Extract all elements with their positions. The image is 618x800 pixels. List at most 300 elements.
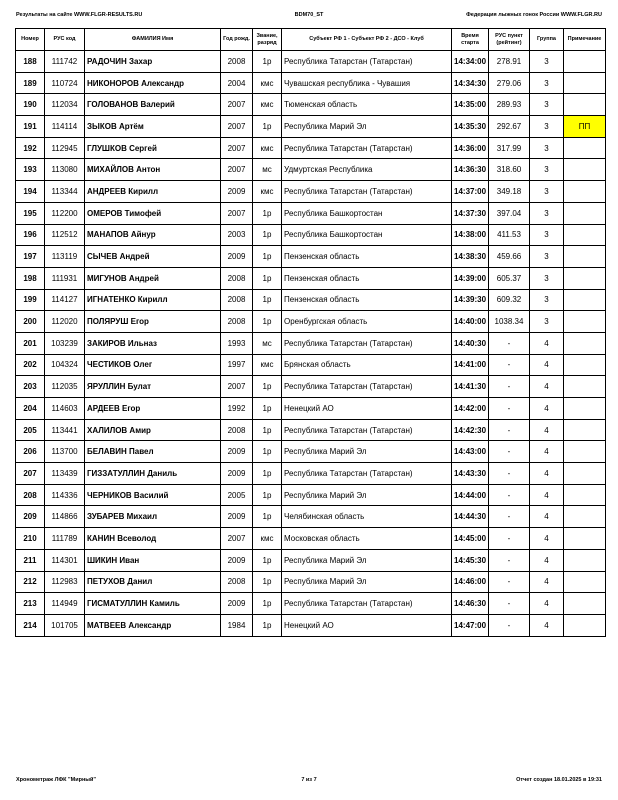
cell-name: ЗУБАРЕВ Михаил [85,506,221,528]
cell-number: 195 [16,202,45,224]
cell-number: 193 [16,159,45,181]
cell-start-time: 14:34:00 [452,51,489,73]
cell-start-time: 14:36:30 [452,159,489,181]
cell-number: 201 [16,332,45,354]
cell-note [564,614,606,636]
cell-birth-year: 1993 [221,332,253,354]
cell-rank: кмс [253,72,282,94]
cell-number: 208 [16,484,45,506]
col-header-start-time: Время старта [452,29,489,51]
cell-birth-year: 2007 [221,137,253,159]
cell-birth-year: 2008 [221,571,253,593]
cell-number: 202 [16,354,45,376]
cell-group: 4 [530,398,564,420]
table-row [16,51,606,73]
header-left-text: Результаты на сайте WWW.FLGR-RESULTS.RU [16,12,143,18]
cell-note [564,289,606,311]
cell-start-time: 14:37:30 [452,202,489,224]
cell-rus-code: 114114 [45,116,85,138]
cell-birth-year: 2007 [221,202,253,224]
cell-note [564,354,606,376]
cell-rank: 1р [253,289,282,311]
cell-number: 200 [16,311,45,333]
cell-rus-code: 111742 [45,51,85,73]
cell-rank: мс [253,332,282,354]
cell-birth-year: 2009 [221,549,253,571]
cell-name: СЫЧЕВ Андрей [85,246,221,268]
cell-rus-points: - [489,484,530,506]
cell-rus-code: 103239 [45,332,85,354]
cell-group: 3 [530,137,564,159]
cell-rus-code: 114603 [45,398,85,420]
cell-start-time: 14:43:00 [452,441,489,463]
cell-name: БЕЛАВИН Павел [85,441,221,463]
table-row [16,246,606,268]
cell-start-time: 14:45:30 [452,549,489,571]
cell-group: 3 [530,51,564,73]
table-row [16,419,606,441]
table-row [16,137,606,159]
cell-note [564,311,606,333]
cell-note [564,528,606,550]
cell-start-time: 14:39:30 [452,289,489,311]
cell-name: ШИКИН Иван [85,549,221,571]
cell-name: КАНИН Всеволод [85,528,221,550]
cell-rus-points: 279.06 [489,72,530,94]
cell-name: ЧЕСТИКОВ Олег [85,354,221,376]
footer-right-text: Отчет создан 18.01.2025 в 19:31 [516,777,602,783]
cell-group: 4 [530,332,564,354]
cell-name: ПОЛЯРУШ Егор [85,311,221,333]
cell-group: 4 [530,441,564,463]
table-row [16,506,606,528]
cell-number: 191 [16,116,45,138]
cell-rus-points: 292.67 [489,116,530,138]
cell-name: РАДОЧИН Захар [85,51,221,73]
cell-region: Республика Татарстан (Татарстан) [282,51,452,73]
cell-name: ЗЫКОВ Артём [85,116,221,138]
cell-rus-points: - [489,528,530,550]
cell-region: Республика Марий Эл [282,571,452,593]
cell-birth-year: 2009 [221,181,253,203]
table-row [16,332,606,354]
cell-rank: кмс [253,181,282,203]
footer-left-text: Хронометраж ЛФК "Мирный" [16,777,96,783]
cell-rank: кмс [253,94,282,116]
cell-birth-year: 2007 [221,159,253,181]
cell-rus-code: 111789 [45,528,85,550]
cell-note: ПП [564,116,606,138]
table-row [16,484,606,506]
cell-rank: 1р [253,224,282,246]
table-row [16,181,606,203]
cell-note [564,376,606,398]
table-row [16,593,606,615]
cell-number: 214 [16,614,45,636]
cell-number: 210 [16,528,45,550]
cell-group: 3 [530,72,564,94]
cell-rus-code: 112034 [45,94,85,116]
start-list-table [15,28,606,637]
cell-rus-points: 349.18 [489,181,530,203]
cell-birth-year: 2004 [221,72,253,94]
cell-group: 3 [530,202,564,224]
cell-group: 3 [530,289,564,311]
cell-rus-points: - [489,593,530,615]
cell-region: Ненецкий АО [282,614,452,636]
cell-rank: 1р [253,267,282,289]
cell-note [564,506,606,528]
cell-birth-year: 1992 [221,398,253,420]
table-row [16,94,606,116]
col-header-rank: Звание, разряд [253,29,282,51]
cell-birth-year: 2008 [221,419,253,441]
cell-rank: 1р [253,398,282,420]
cell-rus-code: 112945 [45,137,85,159]
cell-rank: 1р [253,484,282,506]
cell-birth-year: 2007 [221,376,253,398]
cell-note [564,224,606,246]
cell-note [564,332,606,354]
cell-note [564,593,606,615]
cell-rus-points: 278.91 [489,51,530,73]
cell-number: 204 [16,398,45,420]
table-row [16,224,606,246]
table-row [16,159,606,181]
col-header-rus-code: РУС код [45,29,85,51]
cell-number: 190 [16,94,45,116]
cell-start-time: 14:39:00 [452,267,489,289]
cell-rus-points: 397.04 [489,202,530,224]
table-row [16,311,606,333]
cell-rus-points: 1038.34 [489,311,530,333]
cell-region: Ненецкий АО [282,398,452,420]
cell-region: Республика Марий Эл [282,549,452,571]
cell-start-time: 14:35:00 [452,94,489,116]
cell-number: 199 [16,289,45,311]
cell-number: 203 [16,376,45,398]
col-header-number: Номер [16,29,45,51]
table-row [16,267,606,289]
cell-rank: 1р [253,614,282,636]
cell-start-time: 14:36:00 [452,137,489,159]
cell-start-time: 14:46:30 [452,593,489,615]
cell-rus-code: 113119 [45,246,85,268]
cell-note [564,484,606,506]
cell-number: 209 [16,506,45,528]
cell-rus-code: 114301 [45,549,85,571]
cell-rus-points: 609.32 [489,289,530,311]
cell-rus-points: - [489,571,530,593]
cell-rus-code: 110724 [45,72,85,94]
cell-group: 4 [530,376,564,398]
cell-number: 198 [16,267,45,289]
cell-name: ИГНАТЕНКО Кирилл [85,289,221,311]
cell-number: 207 [16,463,45,485]
cell-region: Республика Татарстан (Татарстан) [282,376,452,398]
cell-rank: кмс [253,354,282,376]
cell-region: Удмуртская Республика [282,159,452,181]
cell-rus-code: 114336 [45,484,85,506]
cell-group: 3 [530,181,564,203]
cell-birth-year: 2008 [221,289,253,311]
cell-start-time: 14:42:00 [452,398,489,420]
cell-name: АНДРЕЕВ Кирилл [85,181,221,203]
cell-start-time: 14:42:30 [452,419,489,441]
cell-birth-year: 2009 [221,246,253,268]
footer-page-number: 7 из 7 [301,777,317,783]
cell-name: АРДЕЕВ Егор [85,398,221,420]
cell-start-time: 14:41:00 [452,354,489,376]
cell-name: ГОЛОВАНОВ Валерий [85,94,221,116]
cell-name: ГИЗЗАТУЛЛИН Даниль [85,463,221,485]
cell-note [564,137,606,159]
cell-note [564,549,606,571]
cell-note [564,571,606,593]
cell-note [564,419,606,441]
cell-group: 4 [530,614,564,636]
cell-rank: 1р [253,571,282,593]
cell-birth-year: 2008 [221,51,253,73]
cell-start-time: 14:37:00 [452,181,489,203]
cell-rus-code: 112983 [45,571,85,593]
cell-rus-points: - [489,398,530,420]
cell-rank: 1р [253,51,282,73]
cell-rank: кмс [253,528,282,550]
cell-note [564,72,606,94]
cell-birth-year: 2009 [221,441,253,463]
cell-rus-code: 113344 [45,181,85,203]
cell-number: 205 [16,419,45,441]
cell-start-time: 14:44:00 [452,484,489,506]
cell-birth-year: 1984 [221,614,253,636]
cell-region: Республика Башкортостан [282,202,452,224]
cell-group: 3 [530,246,564,268]
cell-note [564,181,606,203]
cell-group: 4 [530,354,564,376]
cell-rus-code: 101705 [45,614,85,636]
cell-region: Республика Татарстан (Татарстан) [282,593,452,615]
cell-rank: 1р [253,549,282,571]
cell-start-time: 14:38:00 [452,224,489,246]
cell-number: 206 [16,441,45,463]
cell-rus-code: 112200 [45,202,85,224]
cell-start-time: 14:43:30 [452,463,489,485]
table-body [16,51,606,637]
cell-region: Чувашская республика - Чувашия [282,72,452,94]
cell-note [564,246,606,268]
cell-rus-code: 113700 [45,441,85,463]
cell-number: 192 [16,137,45,159]
cell-name: ЧЕРНИКОВ Василий [85,484,221,506]
cell-name: ГЛУШКОВ Сергей [85,137,221,159]
col-header-region: Субъект РФ 1 - Субъект РФ 2 - ДСО - Клуб [282,29,452,51]
cell-rank: 1р [253,246,282,268]
cell-rank: 1р [253,376,282,398]
cell-rank: кмс [253,137,282,159]
cell-region: Республика Татарстан (Татарстан) [282,181,452,203]
table-row [16,202,606,224]
cell-region: Республика Марий Эл [282,441,452,463]
table-row [16,72,606,94]
cell-birth-year: 2007 [221,94,253,116]
cell-birth-year: 2003 [221,224,253,246]
cell-rank: 1р [253,593,282,615]
cell-group: 4 [530,463,564,485]
cell-rus-points: - [489,614,530,636]
table-row [16,354,606,376]
cell-region: Пензенская область [282,289,452,311]
table-row [16,116,606,138]
cell-start-time: 14:40:00 [452,311,489,333]
cell-name: ЯРУЛЛИН Булат [85,376,221,398]
cell-start-time: 14:35:30 [452,116,489,138]
cell-note [564,398,606,420]
table-row [16,528,606,550]
cell-rank: 1р [253,419,282,441]
cell-number: 196 [16,224,45,246]
cell-region: Республика Марий Эл [282,484,452,506]
cell-rank: 1р [253,506,282,528]
cell-note [564,463,606,485]
cell-region: Оренбургская область [282,311,452,333]
table-row [16,398,606,420]
table-header-row [16,29,606,51]
cell-rus-points: 605.37 [489,267,530,289]
cell-region: Республика Татарстан (Татарстан) [282,463,452,485]
cell-name: МИГУНОВ Андрей [85,267,221,289]
cell-region: Республика Марий Эл [282,116,452,138]
cell-birth-year: 2005 [221,484,253,506]
cell-birth-year: 2009 [221,593,253,615]
cell-rus-code: 113080 [45,159,85,181]
cell-rank: 1р [253,311,282,333]
cell-rus-code: 112020 [45,311,85,333]
cell-note [564,441,606,463]
cell-rus-code: 104324 [45,354,85,376]
cell-rus-code: 114866 [45,506,85,528]
cell-note [564,267,606,289]
table-row [16,614,606,636]
cell-region: Тюменская область [282,94,452,116]
cell-birth-year: 2008 [221,267,253,289]
cell-rus-points: - [489,376,530,398]
cell-start-time: 14:45:00 [452,528,489,550]
table-row [16,571,606,593]
cell-group: 3 [530,224,564,246]
col-header-group: Группа [530,29,564,51]
cell-rus-points: 289.93 [489,94,530,116]
cell-name: ЗАКИРОВ Ильназ [85,332,221,354]
cell-note [564,94,606,116]
cell-group: 3 [530,94,564,116]
cell-rus-code: 113441 [45,419,85,441]
cell-number: 189 [16,72,45,94]
cell-name: МИХАЙЛОВ Антон [85,159,221,181]
col-header-name: ФАМИЛИЯ Имя [85,29,221,51]
cell-name: ХАЛИЛОВ Амир [85,419,221,441]
cell-number: 197 [16,246,45,268]
cell-name: НИКОНОРОВ Александр [85,72,221,94]
cell-birth-year: 2007 [221,116,253,138]
cell-group: 3 [530,159,564,181]
cell-region: Пензенская область [282,246,452,268]
cell-rank: 1р [253,202,282,224]
cell-name: ГИСМАТУЛЛИН Камиль [85,593,221,615]
cell-rus-points: - [489,549,530,571]
cell-rus-code: 114127 [45,289,85,311]
cell-name: МАТВЕЕВ Александр [85,614,221,636]
cell-group: 4 [530,571,564,593]
table-row [16,441,606,463]
cell-note [564,202,606,224]
cell-birth-year: 2009 [221,506,253,528]
table-row [16,463,606,485]
cell-number: 188 [16,51,45,73]
cell-number: 194 [16,181,45,203]
cell-birth-year: 2009 [221,463,253,485]
cell-rus-points: - [489,463,530,485]
cell-rank: 1р [253,463,282,485]
cell-start-time: 14:44:30 [452,506,489,528]
cell-region: Челябинская область [282,506,452,528]
cell-start-time: 14:46:00 [452,571,489,593]
cell-region: Республика Татарстан (Татарстан) [282,419,452,441]
cell-rus-code: 112035 [45,376,85,398]
cell-rank: 1р [253,116,282,138]
cell-region: Пензенская область [282,267,452,289]
col-header-birth-year: Год рожд. [221,29,253,51]
cell-rus-code: 113439 [45,463,85,485]
cell-rus-points: - [489,332,530,354]
cell-start-time: 14:40:30 [452,332,489,354]
cell-rus-code: 111931 [45,267,85,289]
table-row [16,376,606,398]
cell-rus-points: 459.66 [489,246,530,268]
cell-rus-points: 318.60 [489,159,530,181]
cell-group: 4 [530,419,564,441]
cell-region: Республика Башкортостан [282,224,452,246]
cell-region: Республика Татарстан (Татарстан) [282,332,452,354]
cell-rus-points: - [489,354,530,376]
cell-number: 213 [16,593,45,615]
cell-region: Брянская область [282,354,452,376]
cell-start-time: 14:41:30 [452,376,489,398]
cell-group: 3 [530,311,564,333]
cell-rus-points: - [489,441,530,463]
cell-start-time: 14:34:30 [452,72,489,94]
cell-group: 4 [530,506,564,528]
cell-rank: 1р [253,441,282,463]
header-right-text: Федерация лыжных гонок России WWW.FLGR.RU [466,12,602,18]
cell-group: 4 [530,484,564,506]
cell-rank: мс [253,159,282,181]
cell-note [564,51,606,73]
table-row [16,549,606,571]
cell-name: ПЕТУХОВ Данил [85,571,221,593]
col-header-rus-points: РУС пункт (рейтинг) [489,29,530,51]
cell-birth-year: 2007 [221,528,253,550]
col-header-note: Примечание [564,29,606,51]
cell-rus-points: - [489,419,530,441]
cell-number: 212 [16,571,45,593]
cell-group: 3 [530,116,564,138]
cell-name: ОМЕРОВ Тимофей [85,202,221,224]
cell-rus-points: - [489,506,530,528]
header-center-text: BDM70_ST [294,12,324,18]
cell-rus-points: 317.99 [489,137,530,159]
cell-note [564,159,606,181]
